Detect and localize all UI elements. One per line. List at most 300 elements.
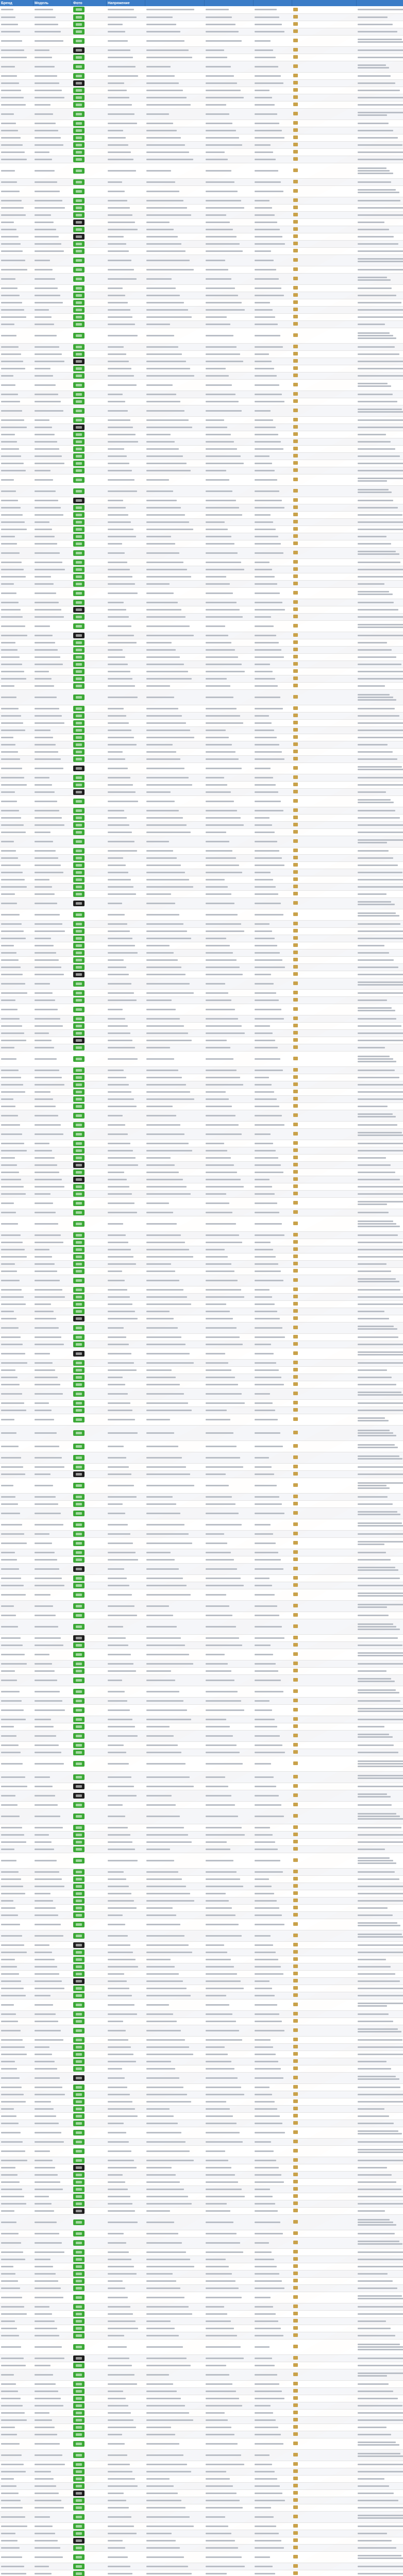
chip-icon <box>293 527 298 531</box>
cell-chip <box>292 148 357 156</box>
cell-model <box>33 320 72 328</box>
cell-chip <box>292 379 357 391</box>
text-placeholder <box>35 151 50 153</box>
chip-icon <box>293 300 298 304</box>
text-placeholder <box>1 656 20 658</box>
text-placeholder <box>206 500 236 501</box>
text-placeholder <box>146 222 170 223</box>
cell-range2 <box>205 358 254 365</box>
text-placeholder <box>146 448 179 450</box>
cell-range2 <box>205 72 254 79</box>
cell-voltage <box>107 445 145 452</box>
text-placeholder <box>108 602 124 603</box>
cell-brand <box>0 46 33 54</box>
cell-compat <box>357 504 403 511</box>
chip-icon <box>293 103 298 106</box>
cell-chip <box>292 46 357 54</box>
text-placeholder <box>206 744 232 745</box>
cell-range2 <box>205 266 254 273</box>
cell-voltage <box>107 6 145 13</box>
text-placeholder <box>255 678 275 680</box>
cell-brand <box>0 474 33 485</box>
cell-model <box>33 431 72 438</box>
cell-brand <box>0 391 33 398</box>
cell-photo <box>72 6 107 13</box>
cell-model <box>33 284 72 292</box>
cell-compat <box>357 734 403 741</box>
cell-model <box>33 653 72 660</box>
cell-voltage <box>107 61 145 72</box>
cell-photo <box>72 668 107 675</box>
cell-brand <box>0 197 33 204</box>
cell-compat <box>357 613 403 620</box>
table-row <box>0 108 403 120</box>
text-placeholder <box>255 671 273 672</box>
text-placeholder <box>146 649 176 651</box>
text-placeholder <box>35 130 59 131</box>
cell-compat <box>357 13 403 21</box>
text-placeholder <box>146 715 182 717</box>
cell-chip <box>292 639 357 646</box>
text-placeholder <box>206 368 226 369</box>
text-placeholder <box>35 448 60 450</box>
cell-compat <box>357 266 403 273</box>
cell-photo <box>72 580 107 587</box>
text-placeholder <box>358 170 390 172</box>
text-placeholder <box>108 191 125 192</box>
cell-part <box>254 712 292 719</box>
text-placeholder <box>35 500 59 501</box>
product-photo-icon <box>73 344 85 350</box>
text-placeholder <box>255 97 272 98</box>
cell-brand <box>0 620 33 632</box>
cell-voltage <box>107 306 145 313</box>
cell-chip <box>292 79 357 87</box>
cell-compat <box>357 639 403 646</box>
cell-range2 <box>205 108 254 120</box>
cell-voltage <box>107 526 145 533</box>
header-range2 <box>205 0 254 6</box>
cell-range1 <box>145 240 205 247</box>
cell-range2 <box>205 660 254 668</box>
table-row <box>0 620 403 632</box>
product-photo-icon <box>73 14 85 20</box>
table-row <box>0 320 403 328</box>
cell-compat <box>357 35 403 46</box>
chip-icon <box>293 15 298 19</box>
cell-voltage <box>107 398 145 405</box>
product-photo-icon <box>73 408 85 414</box>
cell-photo <box>72 423 107 431</box>
cell-photo <box>72 247 107 255</box>
cell-model <box>33 28 72 35</box>
text-placeholder <box>1 744 15 745</box>
table-row <box>0 226 403 233</box>
text-placeholder <box>108 269 134 270</box>
cell-range2 <box>205 741 254 748</box>
text-placeholder <box>1 287 18 289</box>
cell-chip <box>292 620 357 632</box>
text-placeholder <box>255 576 275 578</box>
cell-model <box>33 120 72 127</box>
text-placeholder <box>358 708 395 709</box>
text-placeholder <box>1 751 18 753</box>
text-placeholder <box>358 455 400 457</box>
cell-range2 <box>205 416 254 423</box>
chip-icon <box>293 574 298 578</box>
text-placeholder <box>358 694 390 696</box>
cell-model <box>33 675 72 682</box>
text-placeholder <box>1 90 21 91</box>
cell-chip <box>292 320 357 328</box>
cell-brand <box>0 511 33 518</box>
text-placeholder <box>146 514 185 516</box>
text-placeholder <box>255 536 279 537</box>
text-placeholder <box>206 569 245 570</box>
text-placeholder <box>206 592 233 594</box>
text-placeholder <box>206 737 229 738</box>
cell-voltage <box>107 54 145 61</box>
chip-icon <box>293 513 298 516</box>
text-placeholder <box>146 401 181 402</box>
text-placeholder <box>358 167 387 169</box>
text-placeholder <box>206 463 244 464</box>
table-row <box>0 372 403 379</box>
cell-model <box>33 292 72 299</box>
table-row <box>0 547 403 558</box>
cell-range2 <box>205 431 254 438</box>
product-photo-icon <box>73 694 85 700</box>
text-placeholder <box>146 536 172 537</box>
text-placeholder <box>146 260 190 261</box>
cell-photo <box>72 587 107 599</box>
cell-chip <box>292 504 357 511</box>
cell-voltage <box>107 599 145 606</box>
text-placeholder <box>146 394 177 395</box>
text-placeholder <box>108 200 127 201</box>
cell-range1 <box>145 497 205 504</box>
chip-icon <box>293 520 298 523</box>
cell-range1 <box>145 719 205 726</box>
chip-icon <box>293 234 298 238</box>
cell-compat <box>357 573 403 580</box>
text-placeholder <box>255 664 271 665</box>
cell-model <box>33 148 72 156</box>
text-placeholder <box>1 697 16 698</box>
cell-voltage <box>107 653 145 660</box>
text-placeholder <box>108 569 130 570</box>
text-placeholder <box>358 112 403 113</box>
product-photo-icon <box>73 333 85 338</box>
cell-brand <box>0 94 33 101</box>
text-placeholder <box>146 434 171 435</box>
text-placeholder <box>206 49 224 51</box>
cell-voltage <box>107 734 145 741</box>
text-placeholder <box>255 521 274 523</box>
cell-part <box>254 292 292 299</box>
cell-photo <box>72 240 107 247</box>
chip-icon <box>293 560 298 564</box>
cell-part <box>254 660 292 668</box>
text-placeholder <box>255 609 286 611</box>
cell-chip <box>292 719 357 726</box>
text-placeholder <box>146 104 191 106</box>
chip-icon <box>293 695 298 699</box>
cell-chip <box>292 156 357 163</box>
cell-model <box>33 21 72 28</box>
product-photo-icon <box>73 633 85 638</box>
table-row <box>0 653 403 660</box>
cell-compat <box>357 452 403 460</box>
text-placeholder <box>1 66 15 67</box>
cell-photo <box>72 438 107 445</box>
cell-range2 <box>205 445 254 452</box>
product-photo-icon <box>73 382 85 388</box>
product-photo-icon <box>73 285 85 291</box>
text-placeholder <box>35 295 60 296</box>
product-photo-icon <box>73 706 85 711</box>
cell-brand <box>0 580 33 587</box>
text-placeholder <box>255 9 277 10</box>
table-row <box>0 606 403 613</box>
cell-compat <box>357 240 403 247</box>
cell-brand <box>0 35 33 46</box>
text-placeholder <box>255 500 282 501</box>
cell-part <box>254 108 292 120</box>
cell-compat <box>357 226 403 233</box>
text-placeholder <box>358 9 403 10</box>
text-placeholder <box>1 521 25 523</box>
text-placeholder <box>255 441 281 443</box>
text-placeholder <box>1 144 23 146</box>
cell-chip <box>292 566 357 573</box>
cell-range2 <box>205 273 254 284</box>
cell-range1 <box>145 163 205 178</box>
text-placeholder <box>1 353 21 355</box>
text-placeholder <box>35 335 57 336</box>
cell-part <box>254 185 292 197</box>
cell-model <box>33 306 72 313</box>
text-placeholder <box>1 113 14 115</box>
text-placeholder <box>206 302 242 303</box>
text-placeholder <box>108 394 123 395</box>
cell-range1 <box>145 94 205 101</box>
text-placeholder <box>146 324 171 325</box>
chip-icon <box>293 728 298 732</box>
text-placeholder <box>1 419 24 421</box>
product-photo-icon <box>73 227 85 232</box>
text-placeholder <box>1 49 24 51</box>
text-placeholder <box>206 250 243 252</box>
header-part <box>254 0 292 6</box>
text-placeholder <box>146 569 188 570</box>
cell-photo <box>72 328 107 343</box>
cell-part <box>254 452 292 460</box>
text-placeholder <box>1 715 21 717</box>
product-photo-icon <box>73 121 85 126</box>
text-placeholder <box>206 514 243 516</box>
cell-voltage <box>107 460 145 467</box>
text-placeholder <box>108 31 126 32</box>
text-placeholder <box>146 207 188 209</box>
cell-range2 <box>205 211 254 218</box>
cell-range2 <box>205 148 254 156</box>
header-compat <box>357 0 403 6</box>
text-placeholder <box>255 130 282 131</box>
text-placeholder <box>1 671 24 672</box>
cell-compat <box>357 127 403 134</box>
cell-range1 <box>145 726 205 734</box>
text-placeholder <box>255 324 278 325</box>
text-placeholder <box>108 642 137 643</box>
cell-range1 <box>145 292 205 299</box>
cell-chip <box>292 416 357 423</box>
text-placeholder <box>358 302 401 303</box>
cell-compat <box>357 299 403 306</box>
text-placeholder <box>108 562 127 563</box>
text-placeholder <box>206 31 239 32</box>
cell-chip <box>292 328 357 343</box>
cell-range1 <box>145 255 205 266</box>
text-placeholder <box>108 521 131 523</box>
product-photo-icon <box>73 314 85 320</box>
text-placeholder <box>146 664 184 665</box>
cell-range1 <box>145 431 205 438</box>
text-placeholder <box>1 583 14 585</box>
chip-icon <box>293 249 298 252</box>
cell-voltage <box>107 79 145 87</box>
cell-range1 <box>145 416 205 423</box>
cell-part <box>254 438 292 445</box>
cell-model <box>33 668 72 675</box>
text-placeholder <box>108 664 128 665</box>
cell-brand <box>0 306 33 313</box>
cell-part <box>254 79 292 87</box>
cell-model <box>33 141 72 148</box>
cell-range1 <box>145 313 205 320</box>
text-placeholder <box>146 602 178 603</box>
cell-part <box>254 587 292 599</box>
cell-model <box>33 726 72 734</box>
cell-range1 <box>145 613 205 620</box>
text-placeholder <box>358 114 388 116</box>
text-placeholder <box>146 151 189 153</box>
table-body <box>0 6 403 2576</box>
chip-icon <box>293 750 298 753</box>
text-placeholder <box>35 664 63 665</box>
chip-icon <box>293 88 298 92</box>
text-placeholder <box>108 207 130 209</box>
text-placeholder <box>108 678 133 680</box>
chip-icon <box>293 418 298 421</box>
cell-voltage <box>107 134 145 141</box>
cell-voltage <box>107 423 145 431</box>
cell-range2 <box>205 127 254 134</box>
cell-range1 <box>145 566 205 573</box>
cell-part <box>254 613 292 620</box>
chip-icon <box>293 333 298 337</box>
text-placeholder <box>206 295 239 296</box>
text-placeholder <box>358 489 389 490</box>
cell-compat <box>357 533 403 540</box>
cell-range2 <box>205 423 254 431</box>
table-row <box>0 511 403 518</box>
text-placeholder <box>358 368 403 369</box>
cell-compat <box>357 94 403 101</box>
cell-part <box>254 13 292 21</box>
text-placeholder <box>146 625 190 627</box>
table-row <box>0 646 403 653</box>
text-placeholder <box>35 229 57 230</box>
cell-part <box>254 197 292 204</box>
product-photo-icon <box>73 432 85 437</box>
text-placeholder <box>108 419 131 421</box>
cell-model <box>33 547 72 558</box>
text-placeholder <box>358 480 388 482</box>
product-photo-icon <box>73 534 85 539</box>
text-placeholder <box>255 269 277 270</box>
cell-chip <box>292 613 357 620</box>
text-placeholder <box>255 448 283 450</box>
text-placeholder <box>206 384 232 386</box>
cell-range1 <box>145 101 205 108</box>
cell-brand <box>0 719 33 726</box>
text-placeholder <box>108 507 126 509</box>
cell-range2 <box>205 247 254 255</box>
cell-compat <box>357 365 403 372</box>
text-placeholder <box>206 441 234 443</box>
text-placeholder <box>35 401 61 402</box>
table-row <box>0 218 403 226</box>
cell-range1 <box>145 141 205 148</box>
text-placeholder <box>35 419 49 421</box>
text-placeholder <box>358 214 403 216</box>
cell-part <box>254 240 292 247</box>
text-placeholder <box>255 410 271 412</box>
cell-part <box>254 358 292 365</box>
text-placeholder <box>358 269 403 270</box>
cell-range1 <box>145 712 205 719</box>
cell-brand <box>0 292 33 299</box>
text-placeholder <box>146 31 181 32</box>
cell-range1 <box>145 646 205 653</box>
text-placeholder <box>35 678 52 680</box>
text-placeholder <box>358 123 389 124</box>
cell-compat <box>357 398 403 405</box>
text-placeholder <box>358 626 403 628</box>
chip-icon <box>293 392 298 396</box>
cell-range1 <box>145 185 205 197</box>
text-placeholder <box>108 243 126 245</box>
product-photo-icon <box>73 498 85 503</box>
cell-range2 <box>205 398 254 405</box>
text-placeholder <box>358 279 391 281</box>
chip-icon <box>293 198 298 202</box>
text-placeholder <box>206 346 237 348</box>
table-row <box>0 748 403 755</box>
cell-compat <box>357 606 403 613</box>
text-placeholder <box>255 191 284 192</box>
cell-model <box>33 233 72 240</box>
cell-model <box>33 46 72 54</box>
text-placeholder <box>35 368 51 369</box>
table-row <box>0 54 403 61</box>
cell-photo <box>72 558 107 566</box>
text-placeholder <box>206 278 232 280</box>
cell-model <box>33 511 72 518</box>
cell-range2 <box>205 343 254 350</box>
text-placeholder <box>255 368 274 369</box>
